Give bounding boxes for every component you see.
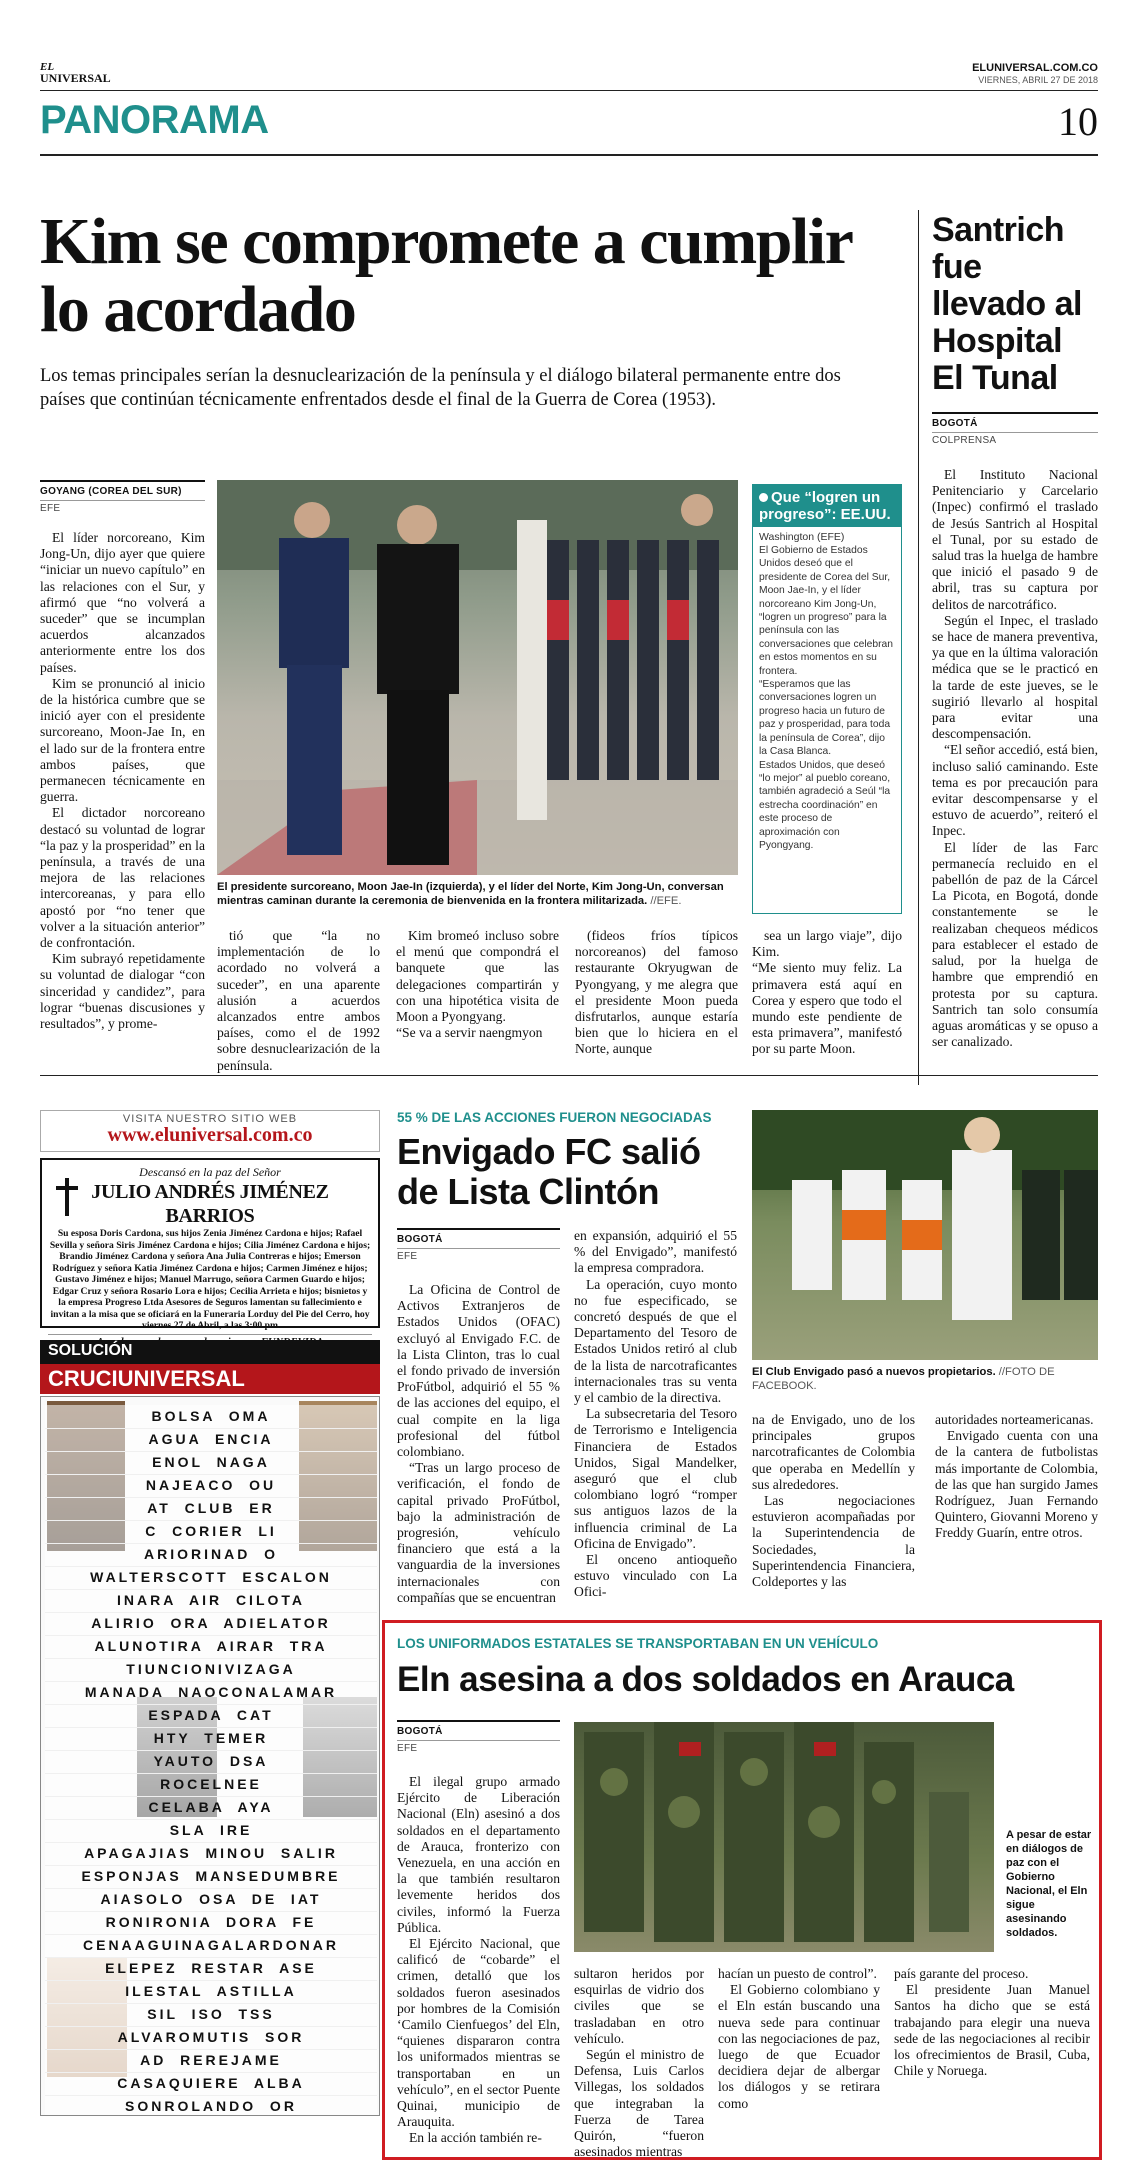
envigado-photo-illustration [752,1110,1098,1360]
envigado-col2-para: La operación, cuyo monto no fue especificado, se concretó después de que el Departamento del Tesoro de Estados Unidos retiró al club de la lista de narcotraficantes internacionales tras su venta y el cambio de la directiva. [574,1276,737,1406]
santrich-headline: Santrich fue llevado al Hospital El Tunal [932,211,1082,397]
sidebar-box-title [753,485,901,527]
lead-photo-caption [217,880,738,908]
lead-byline [40,480,205,514]
arauca-photo-caption: A pesar de estar en diálogos de paz con el Gobierno Nacional, el Eln sigue asesinando soldados. [1006,1829,1092,1939]
crossword-row: ALUNOTIRA AIRAR TRA [45,1635,377,1659]
crossword-row: WALTERSCOTT ESCALON [45,1566,377,1590]
crossword-row: APAGAJIAS MINOU SALIR [45,1842,377,1866]
masthead-rule [40,90,1098,91]
crossword-row: INARA AIR CILOTA [45,1589,377,1613]
masthead-logo [40,62,111,84]
santrich-para: “El señor accedió, está bien, incluso salió caminando. Este tema es por precaución para evitar descompensarse y el estuvo de acuerdo”, reiteró el Inpec. [932,742,1098,839]
envigado-photo-caption [752,1365,1098,1393]
logo-line2: UNIVERSAL [40,71,111,85]
lead-place: GOYANG (COREA DEL SUR) [40,486,182,497]
crossword-row: ESPONJAS MANSEDUMBRE [45,1865,377,1889]
lead-col1-para: Kim subrayó repetidamente su voluntad de dialogar “con sinceridad y candidez”, para lograr “buenas discusiones y resultados”, y prome- [40,951,205,1032]
obituary-intro: Descansó en la paz del Señor [139,1165,281,1179]
arauca-byline [397,1720,560,1754]
envigado-headline: Envigado FC salió de Lista Clintón [397,1131,701,1212]
crossword-row: YAUTO DSA [45,1750,377,1774]
arauca-col2-para: Según el ministro de Defensa, Luis Carlos Villegas, los soldados que integraban la Fuerza de Tarea Quirón, “fueron asesinados mientras [574,2047,704,2160]
crossword-title: CRUCIUNIVERSAL [40,1364,380,1394]
arauca-col3-para: El Gobierno colombiano y el Eln están buscando una nueva sede para continuar con las negociaciones de paz, luego de que Ecuador decidiera dejar de albergar los diálogos y se retirara como [718,1982,880,2111]
envigado-photo [752,1110,1098,1360]
sidebar-box [752,484,902,914]
arauca-place: BOGOTÁ [397,1726,443,1737]
crossword-row: ALIRIO ORA ADIELATOR [45,1612,377,1636]
arauca-col3-para: hacían un puesto de control”. [718,1966,877,1981]
obituary-body: Su esposa Doris Cardona, sus hijos Zenia Jiménez Cardona e hijos; Rafael Sevilla y señora Siris Jiménez Cardona e hijos; Cilia Jiménez Cardona e hijos; Brandio Jiménez Cardona y señora Ana Julia Contreras e hijos; Emerson Rodríguez y señora Katia Jiménez Cardona e hijos; Carmen Jiménez e hijos; Gustavo Jiménez e hijos; Manuel Marrugo, señora Carmen Guardo e hijos; Edgar Cruz y señora Rosario Lora e hijos; Cecilia Arrieta e hijos; bisnietos y la empresa Progreso Ltda Asesores de Seguros lamentan su fallecimiento e invitan a la misa que se oficiará en la Funeraria Lorduy del Pie del Cerro, hoy viernes 27 de Abril, a las 3:00 pm [49,1228,371,1331]
santrich-para: El líder de las Farc permanecía recluido en el pabellón de paz de la Cárcel La Picota, en Bogotá, donde constantemente se le realizaban chequeos médicos para establecer el estado de salud, por la huelga de hambre que emprendió en protesta por su captura. Santrich tan solo consumía aguas aromáticas y se opuso a ser canalizado. [932,839,1098,1050]
crossword-grid [40,1396,380,2116]
crossword-row: ESPADA CAT [45,1704,377,1728]
envigado-kicker: 55 % DE LAS ACCIONES FUERON NEGOCIADAS [397,1110,712,1125]
lead-caption-text: El presidente surcoreano, Moon Jae-In (izquierda), y el líder del Norte, Kim Jong-Un, conversan mientras caminan durante la ceremonia de bienvenida en la frontera militarizada. [217,881,724,907]
crossword-row: ROCELNEE [45,1773,377,1797]
sidebar-box-body: El Gobierno de Estados Unidos deseó que el presidente de Corea del Sur, Moon Jae-In, y el líder norcoreano Kim Jong-Un, “logren un progreso” para la península con las conversaciones que celebran en estos momentos en su frontera. “Esperamos que las conversaciones logren un progreso hacia un futuro de paz y prosperidad, para toda la península de Corea”, dijo la Casa Blanca. Estados Unidos, que deseó “lo mejor” al pueblo coreano, también agradeció a Seúl “la estrecha coordinación” en este proceso de aproximación con Pyongyang. [759,545,893,851]
lead-column-4: (fideos fríos típicos norcoreanos) del famoso restaurante Okryugwan de Pyongyang, y me alegra que el presidente Moon pueda disfrutarlos, aunque estaría bien que lo hiciera en el Norte, aunque [575,928,738,1057]
santrich-place: BOGOTÁ [932,418,978,429]
envigado-col1-para: La Oficina de Control de Activos Extranjeros de Estados Unidos (OFAC) excluyó al Envigado F.C. de la Lista Clinton, tras lo cual el fondo privado de inversión ProFútbol, adquirió el 55 % de las acciones del equipo, el cual compite en la liga profesional del fútbol colombiano. [397,1282,560,1460]
envigado-caption-text: El Club Envigado pasó a nuevos propietarios. [752,1366,996,1378]
lead-deck: Los temas principales serían la desnuclearización de la península y el diálogo bilateral permanente entre dos países que continúan técnicamente enfrentados desde el final de la Guerra de Corea (1953). [40,366,841,410]
santrich-para: Según el Inpec, el traslado se hace de manera preventiva, ya que en la última valoración médica que se le practicó en la tarde de este jueves, se le sugirió llevarlo al hospital para evitar una descompensación. [932,612,1098,742]
envigado-column-3 [752,1412,915,1590]
crossword-row: SIL ISO TSS [45,2003,377,2027]
lead-photo-illustration [217,480,738,875]
envigado-col2-para: El onceno antioqueño estuvo vinculado con La Ofici- [574,1552,737,1600]
lead-agency: EFE [40,500,205,514]
envigado-agency: EFE [397,1248,560,1262]
crossword-row: MANADA NAOCONALAMAR [45,1681,377,1705]
crossword-row: ARIORINAD O [45,1543,377,1567]
arauca-col4-para: país garante del proceso. [894,1966,1029,1981]
arauca-col1-para: El Ejército Nacional, que calificó de “cobarde” el crimen, detalló que los soldados fueron asesinados por hombres de la Comisión ‘Camilo Cienfuegos’ del Eln, “quienes dispararon contra los uniformados mientras se transportaban en un vehículo”, en el sector Puente Quinai, municipio de Arauquita. [397,1936,560,2130]
mid-page-rule [40,1075,1098,1076]
lead-headline: Kim se compromete a cumplir lo acordado [40,205,852,346]
crossword-solution-label: SOLUCIÓN [40,1340,380,1364]
santrich-agency: COLPRENSA [932,432,1098,446]
crossword-row: NAJEACO OU [45,1474,377,1498]
crossword-row: C CORIER LI [45,1520,377,1544]
crossword-row: CASAQUIERE ALBA [45,2072,377,2096]
envigado-byline [397,1228,560,1262]
envigado-col2-para: La subsecretaria del Tesoro de Terrorismo e Inteligencia Financiera de Estados Unidos, Sigal Mandelker, aseguró que el club colombiano logró “romper sus antiguos lazos de la influencia criminal de La Oficina de Envigado”. [574,1406,737,1551]
crossword-row: ENOL NAGA [45,1451,377,1475]
envigado-col3-para: Las negociaciones estuvieron acompañadas por la Superintendencia de Sociedades, la Superintendencia Financiera, Coldeportes y las [752,1493,915,1590]
crossword-row: CENAAGUINAGALARDONAR [45,1934,377,1958]
section-rule [40,154,1098,156]
arauca-col1-para: En la acción también re- [409,2130,542,2146]
arauca-kicker: LOS UNIFORMADOS ESTATALES SE TRANSPORTABAN EN UN VEHÍCULO [397,1636,879,1651]
web-ad-label: VISITA NUESTRO SITIO WEB [122,1113,298,1125]
crossword-row: SONROLANDO OR [45,2095,377,2116]
crossword-row: CELABA AYA [45,1796,377,1820]
envigado-col4-para: autoridades norteamericanas. [935,1412,1094,1427]
lead-column-3: Kim bromeó incluso sobre el menú que compondrá el banquete que las delegaciones compartirán y con una hipotética visita de Moon a Pyongyang. “Se va a servir naengmyon [396,928,559,1041]
santrich-body [932,467,1098,1050]
envigado-col1-para: “Tras un largo proceso de verificación, el fondo de capital privado ProFútbol, bajo la administración de progresión, vehículo financiero que está a la vanguardia de la inversiones internacionales con compañías que se encuentran [397,1460,560,1605]
santrich-byline [932,412,1098,446]
crossword-row: ILESTAL ASTILLA [45,1980,377,2004]
arauca-agency: EFE [397,1740,560,1754]
envigado-column-1 [397,1282,560,1606]
arauca-column-3 [718,1966,880,2112]
crossword-row: RONIRONIA DORA FE [45,1911,377,1935]
lead-col1-para: Kim se pronunció al inicio de la histórica cumbre que se inició ayer con el presidente surcoreano, Moon-Jae In, en el lado sur de la frontera entre ambos países, que permanecen técnicamente en guerra. [40,675,205,805]
web-ad [40,1110,380,1152]
lead-photo [217,480,738,875]
envigado-col2-para: en expansión, adquirió el 55 % del Envigado”, manifestó la empresa compradora. [574,1228,737,1276]
bullet-icon [759,493,768,502]
arauca-headline: Eln asesina a dos soldados en Arauca [397,1660,1014,1699]
crossword-row: AGUA ENCIA [45,1428,377,1452]
section-title: PANORAMA [40,98,269,142]
masthead-site: ELUNIVERSAL.COM.CO [972,62,1098,74]
lead-col1-para: El dictador norcoreano destacó su voluntad de lograr “la paz y la prosperidad” en la península, a través de una mejora de las relaciones intercoreanas, y para ello apostó por “no tener que volver a la situación anterior” de confrontación. [40,805,205,951]
masthead-date: VIERNES, ABRIL 27 DE 2018 [978,75,1098,85]
obituary-name: JULIO ANDRÉS JIMÉNEZ BARRIOS [91,1181,329,1227]
envigado-col3-para: na de Envigado, uno de los principales grupos narcotraficantes de Colombia que operaba en Medellín y sus alrededores. [752,1412,915,1492]
crossword-row: AIASOLO OSA DE IAT [45,1888,377,1912]
arauca-column-1 [397,1774,560,2147]
envigado-col4-para: Envigado cuenta con una de la cantera de futbolistas más importante de Colombia, de las que han surgido James Rodríguez, Juan Fernando Quintero, Giovanni Moreno y Freddy Guarín, entre otros. [935,1428,1098,1541]
web-ad-url[interactable]: www.eluniversal.com.co [107,1124,313,1146]
arauca-photo-illustration [574,1722,994,1952]
arauca-col2-para: sultaron heridos por esquirlas de vidrio dos civiles que se trasladaban en otro vehículo. [574,1966,704,2046]
crossword-row: ALVAROMUTIS SOR [45,2026,377,2050]
arauca-col1-para: El ilegal grupo armado Ejército de Liberación Nacional (Eln) asesinó a dos soldados en el departamento de Arauca, fronterizo con Venezuela, en una acción en la que también resultaron levemente heridos dos civiles, informó la Fuerza Pública. [397,1774,560,1935]
obituary [40,1158,380,1331]
lead-caption-credit: //EFE. [650,895,682,907]
lead-col1-para: El líder norcoreano, Kim Jong-Un, dijo ayer que quiere “iniciar un nuevo capítulo” en las relaciones con el Sur, y afirmó que “no volverá a suceder” que se incumplan acuerdos alcanzados anteriormente entre los dos países. [40,530,205,675]
lead-column-2: tió que “la no implementación de lo acordado no volverá a suceder”, en una aparente alusión a acuerdos alcanzados entre ambos países, como el de 1992 sobre desnuclearización de la península. [217,928,380,1073]
santrich-divider [918,210,919,1085]
lead-column-5: sea un largo viaje”, dijo Kim. “Me siento muy feliz. La primavera está aquí en Corea y espero que todo el mundo este pendiente de esta primavera”, manifestó por su parte Moon. [752,928,902,1057]
arauca-column-4 [894,1966,1090,2079]
envigado-caption-credit: //FOTO DE FACEBOOK. [752,1366,1055,1392]
sidebar-box-place: Washington (EFE) [759,531,845,543]
crossword-row: BOLSA OMA [45,1405,377,1429]
arauca-column-2 [574,1966,704,2160]
crossword-row: ELEPEZ RESTAR ASE [45,1957,377,1981]
page-number: 10 [1058,99,1098,144]
crossword-row: HTY TEMER [45,1727,377,1751]
envigado-place: BOGOTÁ [397,1234,443,1245]
arauca-photo [574,1722,994,1952]
crossword-row: SLA IRE [45,1819,377,1843]
crossword-row: AT CLUB ER [45,1497,377,1521]
crossword-row: AD REREJAME [45,2049,377,2073]
sidebar-box-title-text: Que “logren un progreso”: EE.UU. [759,489,891,523]
lead-column-1 [40,530,205,1032]
santrich-para: El Instituto Nacional Penitenciario y Carcelario (Inpec) confirmó el traslado de Jesús Santrich al Hospital el Tunal, por su estado de salud tras la huelga de hambre que inició el pasado 9 de abril, tras su captura por delitos de narcotráfico. [932,467,1098,612]
envigado-column-4 [935,1412,1098,1542]
crossword-row: TIUNCIONIVIZAGA [45,1658,377,1682]
envigado-column-2 [574,1228,737,1601]
cross-icon [56,1178,78,1216]
arauca-col4-para: El presidente Juan Manuel Santos ha dicho que se está trabajando para elegir una nueva sede de las negociaciones al recibir los ofrecimientos de Brasil, Cuba, Chile y Noruega. [894,1982,1090,2079]
logo-line1: EL [40,61,55,73]
